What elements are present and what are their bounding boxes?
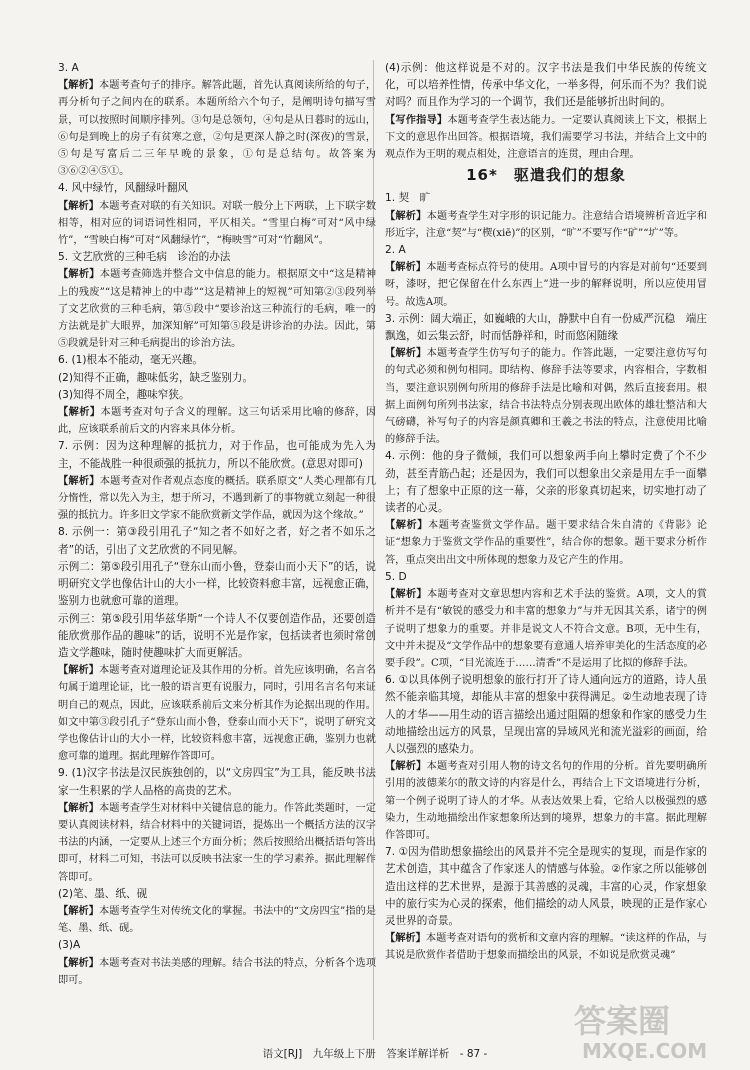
answer-line: 4. 示例：他的身子微倾，我们可以想象两手向上攀时定费了个不少劲，甚至青筋凸起；还是因为，我们可以想象出父亲是用左手一面攀上；有了想象中正原的这一幕，父亲的形象真切起来，切实地打动了读者的心灵。	[385, 450, 707, 515]
explanation-text: 本题考查对文章思想内容和艺术手法的鉴赏。A项，文人的賞析并不是有“敏锐的感受力和丰富的想象力”与并无因其关系，诸宁的例子说明了想象力的重要。并非是说文人不符合文意。B项，无中生有，文中并未提及“文学作品中的想象要有意通人培养审美化的生活态度的必要手段”。C项，“目光流连于……清香”不是运用了比拟的修辞手法。	[385, 589, 707, 669]
right-column	[385, 60, 707, 965]
explanation-block	[58, 473, 376, 525]
explanation-text: 本题考查对语句的赏析和文章内容的理解。“读这样的作品，与其说是欣赏作者借助于想象而描绘出的风景，不如说是欣赏灵魂”	[385, 933, 707, 962]
answer-line: (3)知得不周全，趣味窄狭。	[58, 388, 190, 401]
answer-line: 示例二：第⑤段引用孔子“登东山而小鲁，登泰山而小天下”的话，说明研究文学也像估计山的大小一样，比较资料愈丰富，远视愈正确，鉴别力也就愈可靠的道理。	[58, 560, 376, 608]
answer-line: 5. D	[385, 570, 407, 583]
explanation-block	[385, 517, 707, 569]
explanation-tag: 【解析】	[385, 262, 427, 274]
explanation-tag: 【解析】	[58, 905, 100, 917]
explanation-text: 本题考查鉴赏文学作品。题干要求结合朱自清的《背影》论证“想象力于鉴赏文学作品的重要性”，结合你的想象。题干要求分析作答，重点突出出文中所体现的想象力及它产生的作用。	[385, 520, 708, 566]
explanation-tag: 【解析】	[385, 348, 427, 360]
explanation-text: 本题考查学生对材料中关键信息的能力。作答此类题时，一定要认真阅读材料，结合材料中的关键词语，提炼出一个概括方法的汉字书法的内涵，一定要从上述三个方面分析；然后按照给出概括语句答出即可，材料二可知，书法可以反映书法家一生的学习素养。据此理解作答即可。	[58, 802, 377, 883]
answer-line: 7. 示例：因为这种理解的抵抗力，对于作品，也可能成为先入为主，不能战胜一种很顽强的抵抗力，所以不能欣赏。(意思对即可)	[58, 440, 376, 470]
explanation-block	[58, 800, 376, 886]
explanation-text: 本题考查学生表达能力。一定要认真阅读上下文，根据上下文的意思作出回答。根据语境，我们需要学习书法，并结合上文中的观点作为王明的观点相处，注意语言的连贯，理由合理。	[385, 114, 708, 161]
section-title: 16* 驱遣我们的想象	[466, 166, 626, 185]
explanation-text: 本题考查对句子含义的理解。这三句话采用比喻的修辞，因此，应该联系前后文的内容来具体分析。	[58, 407, 377, 436]
page-footer: 语文[RJ] 九年级上下册 答案详解详析 - 87 -	[262, 1048, 488, 1060]
left-column	[58, 60, 376, 989]
explanation-block	[58, 404, 376, 438]
explanation-text: 本题考查句子的排序。解答此题，首先认真阅读所给的句子，再分析句子之间内在的联系。本题所给六个句子，是阐明诗句描写雪景，可以按照时间顺序排列。③句是总领句，④句是从日暮时的远山，⑥句是到晚上的房子有贫寒之意，②句是更深人静之时(深夜)的雪景，⑤句是写富后二三年早晚的景象，①句是总结句。故答案为③⑥②④⑤①。	[58, 80, 377, 178]
watermark-url: MXQE.COM	[582, 1039, 708, 1063]
explanation-tag: 【解析】	[58, 665, 100, 677]
answer-line: 5. 文艺欣赏的三种毛病 诊治的办法	[58, 251, 231, 264]
watermark-text: 答案圈	[574, 1002, 671, 1040]
explanation-block	[385, 259, 707, 311]
explanation-tag: 【解析】	[385, 210, 427, 222]
explanation-block	[385, 586, 707, 672]
explanation-block	[58, 903, 376, 937]
explanation-text: 本题考查对书法美感的理解。结合书法的特点，分析各个选项即可。	[58, 957, 377, 986]
answer-line: 6. ①以具体例子说明想象的旅行打开了诗人通向远方的道路，诗人虽然不能亲临其境，却能从丰富的想象中获得满足。②生动地表现了诗人的才华——用生动的语言描绘出通过阻隔的想象和作家的感受力生动地描绘出远方的风景，呈现出富的异域风光和流光溢彩的画面，给人以强烈的感染力。	[385, 674, 707, 755]
answer-line: (4)示例：他这样说是不对的。汉字书法是我们中华民族的传统文化，可以培养性情，传承中华文化，一举多得，何乐而不为？我们说对吗？而且作为学习的一个调节，我们还是能够折出时间的。	[385, 62, 707, 109]
explanation-text: 本题考查对引用人物的诗文名句的作用的分析。首先要明确所引用的波德莱尔的散文诗的内容是什么，再结合上下文语境进行分析，第一个例子说明了诗人的才华。从表达效果上看，它给人以极强烈的感染力，生动地描绘出作家想象所达到的境界，想象力的丰富。据此理解作答即可。	[385, 761, 708, 841]
explanation-block	[385, 345, 707, 448]
answer-line: 4. 风中绿竹，风翻绿叶翻风	[58, 182, 189, 195]
explanation-block	[58, 955, 376, 989]
explanation-block	[385, 758, 707, 844]
explanation-tag: 【解析】	[385, 933, 426, 945]
answer-line: 9. (1)汉字书法是汉民族独创的，以“文房四宝”为工具，能反映书法家一生积累的学人品格的高贵的艺术。	[58, 767, 376, 797]
explanation-tag: 【解析】	[58, 200, 100, 212]
explanation-block	[58, 266, 376, 352]
answer-line: 6. (1)根本不能动，毫无兴趣。	[58, 354, 204, 367]
answer-line: 2. A	[385, 244, 406, 257]
explanation-block	[385, 112, 707, 164]
explanation-text: 本题考查学生对传统文化的掌握。书法中的“文房四宝”指的是笔、墨、纸、砚。	[58, 905, 377, 935]
explanation-text: 本题考查学生仿写句子的能力。作答此题，一定要注意仿写句的句式必须和例句相同。即结构、修辞手法等要求，内容相合，字数相当，要注意识别例句所用的修辞手法是比喻和对偶，然后直接套用。根据上面例句所列书法家，结合书法特点分别表现出欧体的雄壮整洁和大气磅礴，补写句子的内容是颜真卿和王羲之书法的特点，注意使用比喻的修辞手法。	[385, 348, 708, 446]
explanation-block	[58, 662, 376, 765]
explanation-tag: 【解析】	[58, 80, 100, 92]
explanation-tag: 【解析】	[385, 520, 429, 532]
explanation-tag: 【写作指导】	[385, 114, 448, 126]
explanation-block	[385, 930, 707, 964]
answer-line: 3. 示例：阔大端正，如巍峨的大山，静默中自有一份威严沉稳 端庄飘逸，如云集云舒，时而恬静祥和，时而悠闲随缘	[385, 312, 707, 343]
explanation-block	[385, 208, 707, 242]
explanation-tag: 【解析】	[58, 269, 100, 281]
answer-line: 7. ①因为借助想象描绘出的风景并不完全是现实的复现，而是作家的艺术创造，其中蕴含了作家迷人的情感与体验。②作家之所以能够创造出这样的艺术世界，是源于其善感的灵魂，丰富的心灵，作家想象中的旅行实为心灵的探索，他们描绘的动人风景，映现的正是作家心灵世界的奇景。	[385, 846, 707, 927]
explanation-block	[58, 198, 376, 250]
answer-line: 示例三：第⑤段引用华兹华斯“一个诗人不仅要创造作品，还要创造能欣赏那作品的趣味”的话，说明不光是作家，包括读者也须时常创造文学趣味，随时使趣味扩大而更解活。	[58, 612, 376, 659]
answer-line: 8. 示例一：第③段引用孔子“知之者不如好之者，好之者不如乐之者”的话，引出了文艺欣赏的不同见解。	[58, 526, 376, 556]
explanation-text: 本题考查对道理论证及其作用的分析。首先应该明确，名言名句属于道理论证，比一般的语言更有说服力，同时，引用名言名句来证明自己的观点，因此，应该联系前后文来分析其作为论据出现的作用。如文中第③段引孔子“登东山而小鲁，登泰山而小天下”，说明了研究文学也像估计山的大小一样，比较资料愈丰富，远视愈正确，鉴别力也就愈可靠的道理。据此理解作答即可。	[58, 665, 377, 763]
explanation-tag: 【解析】	[58, 957, 100, 969]
answer-line: (3)A	[58, 939, 81, 952]
answer-line: (2)知得不正确，趣味低劣，缺乏鉴别力。	[58, 371, 254, 384]
explanation-text: 本题考查标点符号的使用。A项中冒号的内容是对前句“还要到呀，漆呀，把它保留在什么东西上”进一步的解释说明，所以应使用冒号。故选A项。	[385, 262, 708, 308]
watermark-logo	[568, 994, 738, 1064]
answer-line: (2)笔、墨、纸、砚	[58, 887, 148, 900]
explanation-tag: 【解析】	[58, 475, 100, 487]
explanation-text: 本题考查对作者观点态度的概括。联系原文“人类心理都有几分惰性，常以先入为主，想于所习，不遇到新了的事物就立刻起一种很强的抵抗力。许多旧文学家不能欣赏新文学作品，就因为这个缘故。”	[58, 475, 377, 522]
answer-line: 1. 契 旷	[385, 192, 431, 205]
explanation-text: 本题考查对联的有关知识。对联一般分上下两联，上下联字数相等，相对应的词语词性相同，平仄相关。“雪里白梅”可对“风中绿竹”，“雪映白梅”可对“风翻绿竹”，“梅映雪”可对“竹翻风”。	[58, 200, 377, 247]
explanation-tag: 【解析】	[385, 589, 427, 601]
answer-line: 3. A	[58, 62, 79, 74]
explanation-block	[58, 77, 376, 180]
explanation-text: 本题考查学生对字形的识记能力。注意结合语境辨析音近字和形近字，注意“契”与“楔(xiē)”的区别，“旷”不要写作“矿”“圹”等。	[385, 210, 708, 239]
explanation-tag: 【解析】	[385, 761, 427, 773]
explanation-text: 本题考查筛选并整合文中信息的能力。根据原文中“这是精神上的残废”“这是精神上的中毒”“这是精神上的短视”可知第②③段列举了文艺欣赏的三种毛病，第⑤段中“要诊治这三种流行的毛病，唯一的方法就是扩大眼界，加深知解”可知第⑤段是讲诊治的办法。因此，第⑤段就是针对三种毛病提出的诊治方法。	[58, 269, 377, 350]
explanation-tag: 【解析】	[58, 802, 100, 814]
explanation-tag: 【解析】	[58, 407, 101, 419]
